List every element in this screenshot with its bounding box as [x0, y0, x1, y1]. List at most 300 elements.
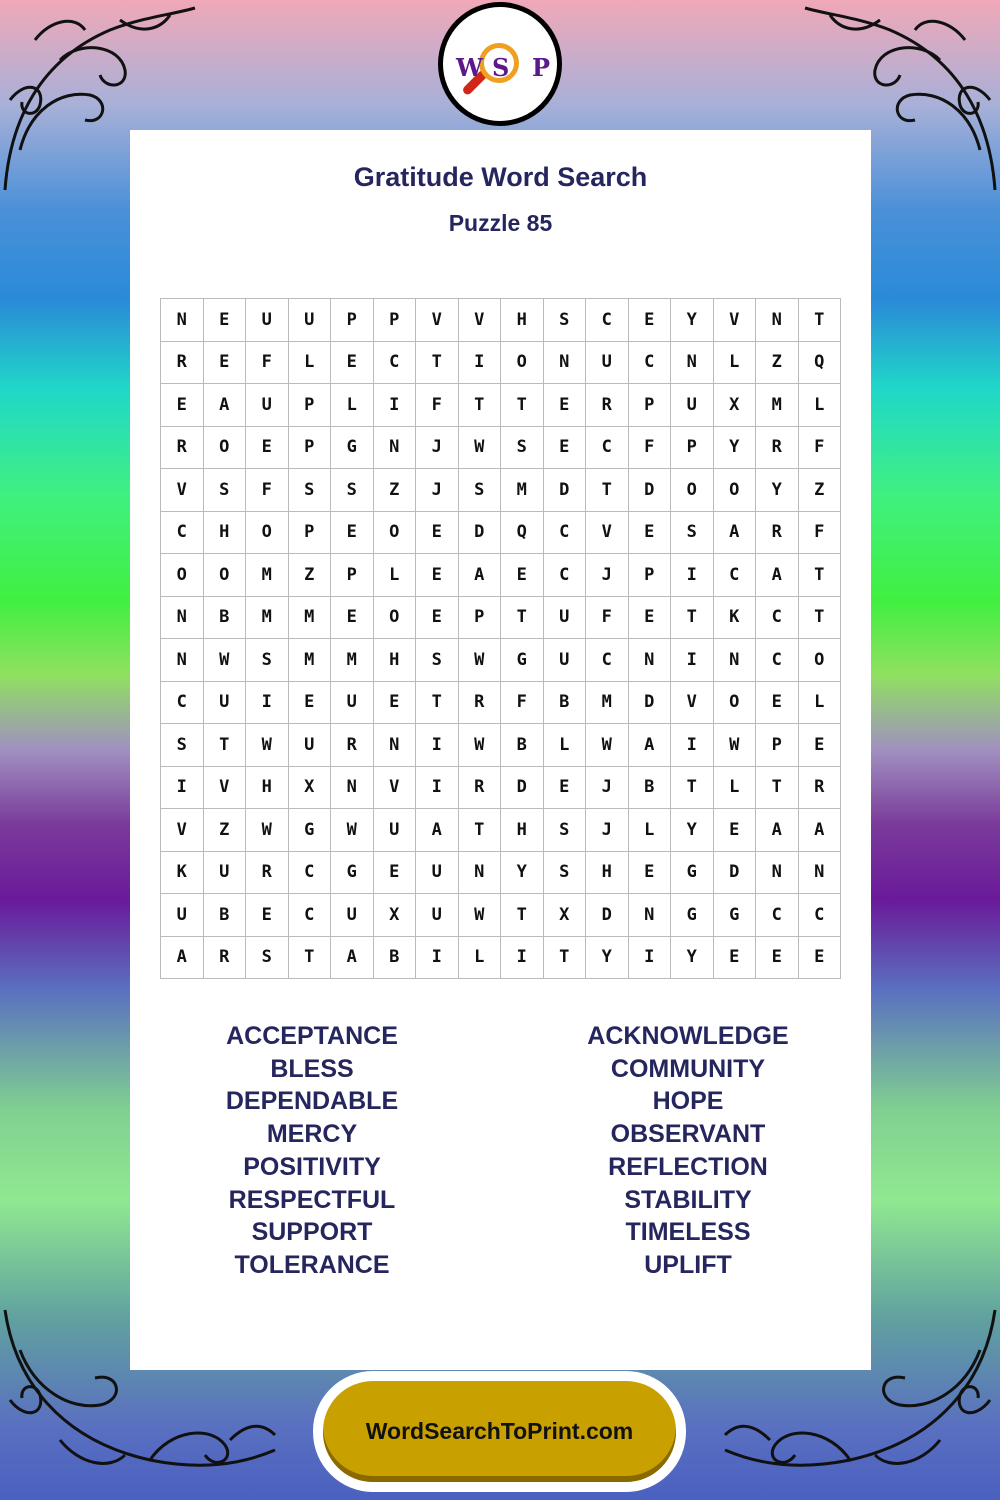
grid-cell[interactable]: X [543, 894, 586, 937]
word-list-item: REFLECTION [608, 1152, 768, 1181]
grid-cell[interactable]: N [161, 596, 204, 639]
grid-cell[interactable]: T [798, 596, 841, 639]
grid-cell[interactable]: S [543, 851, 586, 894]
grid-cell[interactable]: Z [203, 809, 246, 852]
grid-cell[interactable]: T [501, 596, 544, 639]
grid-cell[interactable]: K [161, 851, 204, 894]
site-badge [313, 1371, 686, 1492]
grid-cell[interactable]: C [756, 596, 799, 639]
grid-cell[interactable]: P [288, 511, 331, 554]
grid-cell[interactable]: R [246, 851, 289, 894]
word-list-item: HOPE [652, 1087, 724, 1116]
grid-cell[interactable]: E [373, 851, 416, 894]
grid-cell[interactable]: S [246, 936, 289, 979]
grid-cell[interactable]: S [161, 724, 204, 767]
grid-cell[interactable]: U [288, 299, 331, 342]
grid-cell[interactable]: N [628, 639, 671, 682]
grid-cell[interactable]: S [671, 511, 714, 554]
grid-cell[interactable]: W [246, 724, 289, 767]
grid-cell[interactable]: R [161, 341, 204, 384]
grid-cell[interactable]: P [331, 299, 374, 342]
word-list-item: OBSERVANT [610, 1120, 766, 1149]
grid-cell[interactable]: H [203, 511, 246, 554]
grid-cell[interactable]: A [458, 554, 501, 597]
grid-cell[interactable]: Z [288, 554, 331, 597]
grid-cell[interactable]: S [288, 469, 331, 512]
grid-cell[interactable]: I [373, 384, 416, 427]
grid-cell[interactable]: P [331, 554, 374, 597]
word-list-item: TIMELESS [625, 1218, 751, 1247]
grid-cell[interactable]: T [798, 554, 841, 597]
grid-cell[interactable]: V [161, 809, 204, 852]
grid-cell[interactable]: N [458, 851, 501, 894]
grid-cell[interactable]: D [628, 681, 671, 724]
grid-cell[interactable]: E [756, 936, 799, 979]
grid-cell[interactable]: A [713, 511, 756, 554]
grid-cell[interactable]: O [203, 426, 246, 469]
grid-row [161, 724, 841, 767]
grid-cell[interactable]: F [628, 426, 671, 469]
grid-cell[interactable]: M [501, 469, 544, 512]
grid-cell[interactable]: N [543, 341, 586, 384]
grid-cell[interactable]: E [798, 936, 841, 979]
grid-cell[interactable]: E [756, 681, 799, 724]
grid-cell[interactable]: R [756, 511, 799, 554]
grid-cell[interactable]: O [373, 511, 416, 554]
grid-cell[interactable]: Y [671, 809, 714, 852]
word-list-item: UPLIFT [644, 1250, 732, 1279]
grid-cell[interactable]: I [671, 724, 714, 767]
grid-cell[interactable]: F [501, 681, 544, 724]
grid-cell[interactable]: V [203, 766, 246, 809]
grid-cell[interactable]: P [373, 299, 416, 342]
grid-row [161, 766, 841, 809]
grid-cell[interactable]: L [458, 936, 501, 979]
grid-cell[interactable]: B [543, 681, 586, 724]
grid-cell[interactable]: P [671, 426, 714, 469]
grid-cell[interactable]: L [331, 384, 374, 427]
grid-row [161, 936, 841, 979]
grid-row [161, 426, 841, 469]
word-list-item: TOLERANCE [234, 1250, 390, 1279]
grid-cell[interactable]: D [628, 469, 671, 512]
grid-cell[interactable]: T [501, 894, 544, 937]
grid-cell[interactable]: U [416, 851, 459, 894]
puzzle-panel [130, 130, 871, 1370]
grid-cell[interactable]: C [288, 851, 331, 894]
grid-cell[interactable]: N [331, 766, 374, 809]
grid-cell[interactable]: M [246, 596, 289, 639]
grid-cell[interactable]: P [288, 426, 331, 469]
grid-cell[interactable]: L [713, 766, 756, 809]
grid-cell[interactable]: C [586, 426, 629, 469]
grid-cell[interactable]: C [798, 894, 841, 937]
grid-cell[interactable]: G [501, 639, 544, 682]
grid-cell[interactable]: Z [798, 469, 841, 512]
grid-cell[interactable]: C [543, 554, 586, 597]
grid-cell[interactable]: S [416, 639, 459, 682]
grid-cell[interactable]: T [586, 469, 629, 512]
grid-cell[interactable]: G [331, 851, 374, 894]
grid-cell[interactable]: E [203, 341, 246, 384]
grid-cell[interactable]: I [416, 766, 459, 809]
grid-row [161, 596, 841, 639]
grid-cell[interactable]: A [331, 936, 374, 979]
grid-cell[interactable]: D [713, 851, 756, 894]
grid-cell[interactable]: I [416, 936, 459, 979]
grid-cell[interactable]: H [586, 851, 629, 894]
grid-cell[interactable]: E [798, 724, 841, 767]
word-list-item: SUPPORT [251, 1218, 373, 1247]
grid-row [161, 681, 841, 724]
grid-cell[interactable]: M [331, 639, 374, 682]
grid-row [161, 809, 841, 852]
grid-cell[interactable]: I [458, 341, 501, 384]
grid-cell[interactable]: C [628, 341, 671, 384]
grid-cell[interactable]: W [458, 639, 501, 682]
grid-cell[interactable]: E [628, 851, 671, 894]
grid-cell[interactable]: Z [756, 341, 799, 384]
grid-cell[interactable]: R [586, 384, 629, 427]
grid-cell[interactable]: N [161, 639, 204, 682]
grid-cell[interactable]: O [203, 554, 246, 597]
grid-cell[interactable]: N [161, 299, 204, 342]
grid-cell[interactable]: S [543, 809, 586, 852]
grid-cell[interactable]: N [713, 639, 756, 682]
word-list-right [538, 1020, 838, 1282]
grid-cell[interactable]: C [586, 299, 629, 342]
grid-cell[interactable]: O [373, 596, 416, 639]
word-list-item: BLESS [270, 1054, 354, 1083]
grid-cell[interactable]: F [416, 384, 459, 427]
grid-cell[interactable]: K [713, 596, 756, 639]
grid-cell[interactable]: R [458, 766, 501, 809]
grid-cell[interactable]: G [331, 426, 374, 469]
grid-cell[interactable]: E [203, 299, 246, 342]
grid-cell[interactable]: J [416, 469, 459, 512]
grid-cell[interactable]: U [373, 809, 416, 852]
grid-cell[interactable]: X [713, 384, 756, 427]
grid-cell[interactable]: I [628, 936, 671, 979]
grid-cell[interactable]: S [331, 469, 374, 512]
grid-cell[interactable]: F [586, 596, 629, 639]
grid-cell[interactable]: P [628, 384, 671, 427]
grid-cell[interactable]: E [416, 511, 459, 554]
grid-cell[interactable]: E [543, 426, 586, 469]
grid-cell[interactable]: V [671, 681, 714, 724]
grid-cell[interactable]: I [161, 766, 204, 809]
grid-cell[interactable]: E [331, 341, 374, 384]
grid-cell[interactable]: L [288, 341, 331, 384]
grid-row [161, 384, 841, 427]
grid-cell[interactable]: U [586, 341, 629, 384]
grid-cell[interactable]: T [288, 936, 331, 979]
grid-cell[interactable]: E [331, 511, 374, 554]
grid-cell[interactable]: C [586, 639, 629, 682]
grid-cell[interactable]: V [458, 299, 501, 342]
grid-row [161, 554, 841, 597]
word-list-item: COMMUNITY [610, 1054, 766, 1083]
grid-cell[interactable]: C [288, 894, 331, 937]
grid-cell[interactable]: G [288, 809, 331, 852]
grid-cell[interactable]: T [458, 384, 501, 427]
grid-cell[interactable]: U [331, 894, 374, 937]
grid-cell[interactable]: N [373, 426, 416, 469]
grid-cell[interactable]: U [246, 384, 289, 427]
word-list-item: DEPENDABLE [225, 1087, 399, 1116]
grid-row [161, 341, 841, 384]
grid-cell[interactable]: X [373, 894, 416, 937]
logo-letter-p: P [532, 53, 551, 82]
grid-cell[interactable]: Y [756, 469, 799, 512]
grid-cell[interactable]: E [331, 596, 374, 639]
grid-cell[interactable]: O [713, 469, 756, 512]
grid-cell[interactable]: C [713, 554, 756, 597]
grid-cell[interactable]: D [586, 894, 629, 937]
grid-cell[interactable]: V [586, 511, 629, 554]
grid-cell[interactable]: O [713, 681, 756, 724]
grid-cell[interactable]: V [373, 766, 416, 809]
grid-cell[interactable]: W [331, 809, 374, 852]
grid-cell[interactable]: Q [798, 341, 841, 384]
grid-cell[interactable]: Y [713, 426, 756, 469]
grid-cell[interactable]: E [713, 936, 756, 979]
logo-letter-w: W [456, 53, 483, 82]
grid-cell[interactable]: F [246, 341, 289, 384]
grid-cell[interactable]: Q [501, 511, 544, 554]
grid-cell[interactable]: O [798, 639, 841, 682]
grid-row [161, 511, 841, 554]
grid-cell[interactable]: G [713, 894, 756, 937]
grid-cell[interactable]: C [756, 894, 799, 937]
grid-row [161, 851, 841, 894]
word-list-item: POSITIVITY [243, 1152, 381, 1181]
grid-cell[interactable]: E [628, 596, 671, 639]
grid-cell[interactable]: T [756, 766, 799, 809]
grid-cell[interactable]: T [798, 299, 841, 342]
grid-cell[interactable]: I [416, 724, 459, 767]
grid-cell[interactable]: C [373, 341, 416, 384]
grid-cell[interactable]: R [458, 681, 501, 724]
grid-cell[interactable]: E [246, 894, 289, 937]
word-list-left [162, 1020, 462, 1282]
grid-cell[interactable]: T [671, 596, 714, 639]
grid-cell[interactable]: L [543, 724, 586, 767]
grid-cell[interactable]: B [501, 724, 544, 767]
grid-cell[interactable]: O [671, 469, 714, 512]
grid-cell[interactable]: M [756, 384, 799, 427]
grid-cell[interactable]: B [628, 766, 671, 809]
grid-cell[interactable]: E [543, 766, 586, 809]
grid-row [161, 894, 841, 937]
grid-cell[interactable]: S [543, 299, 586, 342]
grid-cell[interactable]: S [501, 426, 544, 469]
grid-cell[interactable]: W [586, 724, 629, 767]
grid-cell[interactable]: S [458, 469, 501, 512]
grid-cell[interactable]: V [713, 299, 756, 342]
grid-cell[interactable]: M [586, 681, 629, 724]
grid-cell[interactable]: L [798, 681, 841, 724]
grid-cell[interactable]: X [288, 766, 331, 809]
grid-cell[interactable]: J [586, 766, 629, 809]
grid-cell[interactable]: U [203, 681, 246, 724]
grid-cell[interactable]: U [416, 894, 459, 937]
word-list-item: ACCEPTANCE [226, 1022, 398, 1050]
grid-cell[interactable]: N [756, 851, 799, 894]
grid-cell[interactable]: D [543, 469, 586, 512]
grid-cell[interactable]: J [586, 554, 629, 597]
grid-cell[interactable]: E [628, 299, 671, 342]
grid-cell[interactable]: H [373, 639, 416, 682]
grid-cell[interactable]: S [203, 469, 246, 512]
grid-cell[interactable]: E [416, 596, 459, 639]
grid-cell[interactable]: R [203, 936, 246, 979]
grid-cell[interactable]: A [798, 809, 841, 852]
grid-cell[interactable]: A [203, 384, 246, 427]
grid-cell[interactable]: F [798, 511, 841, 554]
grid-cell[interactable]: E [373, 681, 416, 724]
grid-cell[interactable]: R [331, 724, 374, 767]
site-url[interactable]: WordSearchToPrint.com [365, 1418, 634, 1444]
letter-grid [160, 298, 841, 979]
grid-cell[interactable]: T [543, 936, 586, 979]
grid-cell[interactable]: F [246, 469, 289, 512]
grid-row [161, 639, 841, 682]
grid-cell[interactable]: U [543, 639, 586, 682]
grid-cell[interactable]: O [161, 554, 204, 597]
grid-cell[interactable]: Z [373, 469, 416, 512]
grid-row [161, 299, 841, 342]
grid-cell[interactable]: E [713, 809, 756, 852]
grid-cell[interactable]: P [628, 554, 671, 597]
grid-cell[interactable]: S [246, 639, 289, 682]
word-list-item: STABILITY [624, 1185, 752, 1214]
logo-letter-s: S [492, 53, 510, 82]
grid-cell[interactable]: B [203, 596, 246, 639]
grid-cell[interactable]: J [586, 809, 629, 852]
grid-cell[interactable]: M [288, 639, 331, 682]
word-list-item: MERCY [266, 1120, 358, 1149]
grid-cell[interactable]: P [288, 384, 331, 427]
grid-cell[interactable]: O [501, 341, 544, 384]
grid-cell[interactable]: Y [501, 851, 544, 894]
grid-cell[interactable]: U [161, 894, 204, 937]
grid-cell[interactable]: D [458, 511, 501, 554]
grid-cell[interactable]: W [713, 724, 756, 767]
grid-cell[interactable]: R [798, 766, 841, 809]
grid-cell[interactable]: N [756, 299, 799, 342]
grid-cell[interactable]: H [501, 809, 544, 852]
grid-cell[interactable]: U [203, 851, 246, 894]
grid-cell[interactable]: C [161, 511, 204, 554]
grid-cell[interactable]: T [416, 681, 459, 724]
grid-cell[interactable]: M [288, 596, 331, 639]
grid-cell[interactable]: U [246, 299, 289, 342]
grid-cell[interactable]: N [671, 341, 714, 384]
grid-cell[interactable]: L [798, 384, 841, 427]
grid-cell[interactable]: I [501, 936, 544, 979]
grid-cell[interactable]: T [416, 341, 459, 384]
grid-cell[interactable]: I [246, 681, 289, 724]
grid-cell[interactable]: Y [586, 936, 629, 979]
grid-cell[interactable]: U [543, 596, 586, 639]
grid-cell[interactable]: B [373, 936, 416, 979]
grid-cell[interactable]: U [331, 681, 374, 724]
grid-cell[interactable]: W [246, 809, 289, 852]
grid-cell[interactable]: E [288, 681, 331, 724]
grid-cell[interactable]: N [628, 894, 671, 937]
grid-cell[interactable]: A [161, 936, 204, 979]
grid-cell[interactable]: O [246, 511, 289, 554]
grid-cell[interactable]: T [458, 809, 501, 852]
grid-cell[interactable]: N [373, 724, 416, 767]
word-list-item: RESPECTFUL [228, 1185, 396, 1214]
grid-cell[interactable]: G [671, 894, 714, 937]
grid-cell[interactable]: U [288, 724, 331, 767]
grid-cell[interactable]: J [416, 426, 459, 469]
grid-cell[interactable]: A [756, 809, 799, 852]
grid-cell[interactable]: Y [671, 936, 714, 979]
grid-cell[interactable]: I [671, 554, 714, 597]
puzzle-number: Puzzle 85 [448, 210, 553, 236]
grid-cell[interactable]: T [203, 724, 246, 767]
grid-cell[interactable]: P [458, 596, 501, 639]
grid-cell[interactable]: B [203, 894, 246, 937]
grid-cell[interactable]: E [628, 511, 671, 554]
wsp-logo [438, 2, 562, 126]
grid-cell[interactable]: U [671, 384, 714, 427]
grid-cell[interactable]: D [501, 766, 544, 809]
grid-cell[interactable]: L [713, 341, 756, 384]
grid-cell[interactable]: R [161, 426, 204, 469]
grid-cell[interactable]: V [161, 469, 204, 512]
grid-cell[interactable]: F [798, 426, 841, 469]
grid-cell[interactable]: A [416, 809, 459, 852]
grid-cell[interactable]: A [756, 554, 799, 597]
word-list-item: ACKNOWLEDGE [587, 1022, 789, 1050]
grid-cell[interactable]: T [671, 766, 714, 809]
puzzle-title: Gratitude Word Search [353, 162, 648, 192]
grid-cell[interactable]: E [501, 554, 544, 597]
grid-cell[interactable]: G [671, 851, 714, 894]
grid-cell[interactable]: W [458, 426, 501, 469]
grid-cell[interactable]: M [246, 554, 289, 597]
grid-cell[interactable]: P [756, 724, 799, 767]
grid-cell[interactable]: I [671, 639, 714, 682]
grid-cell[interactable]: T [501, 384, 544, 427]
grid-cell[interactable]: E [161, 384, 204, 427]
grid-cell[interactable]: L [373, 554, 416, 597]
grid-cell[interactable]: A [628, 724, 671, 767]
grid-cell[interactable]: N [798, 851, 841, 894]
grid-cell[interactable]: C [543, 511, 586, 554]
grid-cell[interactable]: E [246, 426, 289, 469]
grid-cell[interactable]: R [756, 426, 799, 469]
grid-cell[interactable]: H [501, 299, 544, 342]
grid-row [161, 469, 841, 512]
grid-cell[interactable]: E [416, 554, 459, 597]
grid-cell[interactable]: W [458, 894, 501, 937]
grid-cell[interactable]: C [161, 681, 204, 724]
grid-cell[interactable]: Y [671, 299, 714, 342]
grid-cell[interactable]: C [756, 639, 799, 682]
grid-cell[interactable]: V [416, 299, 459, 342]
grid-cell[interactable]: W [203, 639, 246, 682]
grid-cell[interactable]: E [543, 384, 586, 427]
grid-cell[interactable]: L [628, 809, 671, 852]
grid-cell[interactable]: H [246, 766, 289, 809]
grid-cell[interactable]: W [458, 724, 501, 767]
